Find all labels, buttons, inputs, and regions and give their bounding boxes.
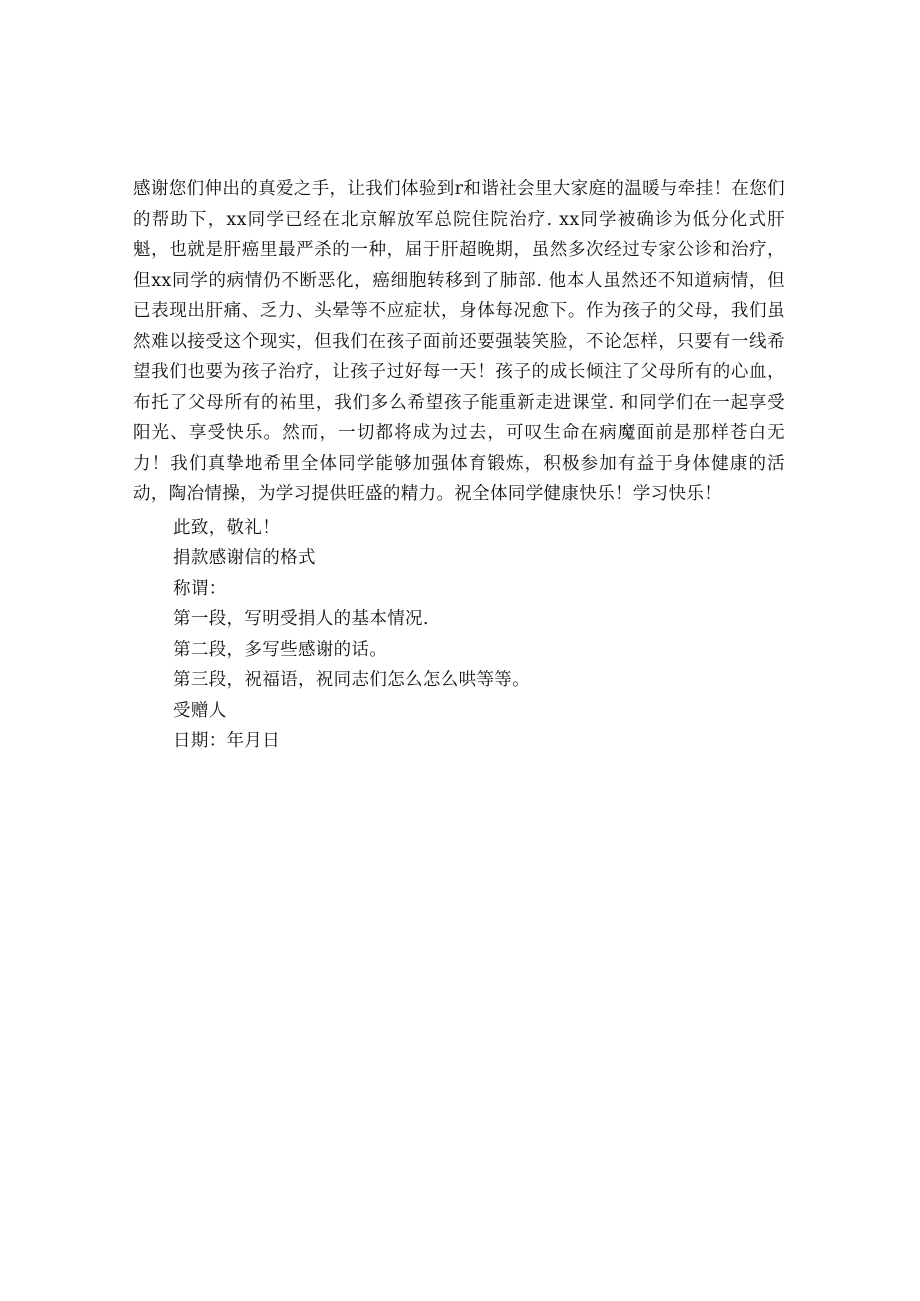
recipient-line: 受赠人 xyxy=(173,700,227,721)
date-line: 日期：年月日 xyxy=(173,731,281,751)
format-paragraph-2: 第二段，多写些感谢的话。 xyxy=(173,639,388,660)
thank-you-paragraph: 感谢您们伸出的真爱之手，让我们体验到r和谐社会里大家庭的温暖与牵挂！在您们的帮助下，xx同学已经在北京解放军总院住院治疗. xx同学被确诊为低分化式肝魁，也就是肝癌里最严杀的一种，届于肝超晚期，虽然多次经过专家公诊和治疗，但xx同学的病情仍不断恶化，癌细胞转移到了肺部. 他本人虽然还不知道病情，但已表现出肝痛、乏力、头晕等不应症状，身体每况愈下。作为孩子的父母，我们虽然难以接受这个现实，但我们在孩子面前还要强装笑脸，不论怎样，只要有一线希望我们也要为孩子治疗，让孩子过好每一天！孩子的成长倾注了父母所有的心血，布托了父母所有的祐里，我们多么希望孩子能重新走进课堂. 和同学们在一起享受阳光、享受快乐。然而，一切都将成为过去，可叹生命在病魔面前是那样苍白无力！我们真挚地希里全体同学能够加强体育锻炼，积极参加有益于身体健康的活动，陶冶情操，为学习提供旺盛的精力。祝全体同学健康快乐！学习快乐！ xyxy=(133,179,785,504)
document-content xyxy=(133,174,785,757)
format-paragraph-3: 第三段，祝福语，祝同志们怎么怎么哄等等。 xyxy=(173,670,530,690)
format-title: 捐款感谢信的格式 xyxy=(173,548,316,568)
format-paragraph-1: 第一段，写明受捐人的基本情况. xyxy=(173,609,429,629)
salutation-line: 称谓： xyxy=(173,578,227,599)
closing-line: 此致，敬礼！ xyxy=(173,517,281,538)
